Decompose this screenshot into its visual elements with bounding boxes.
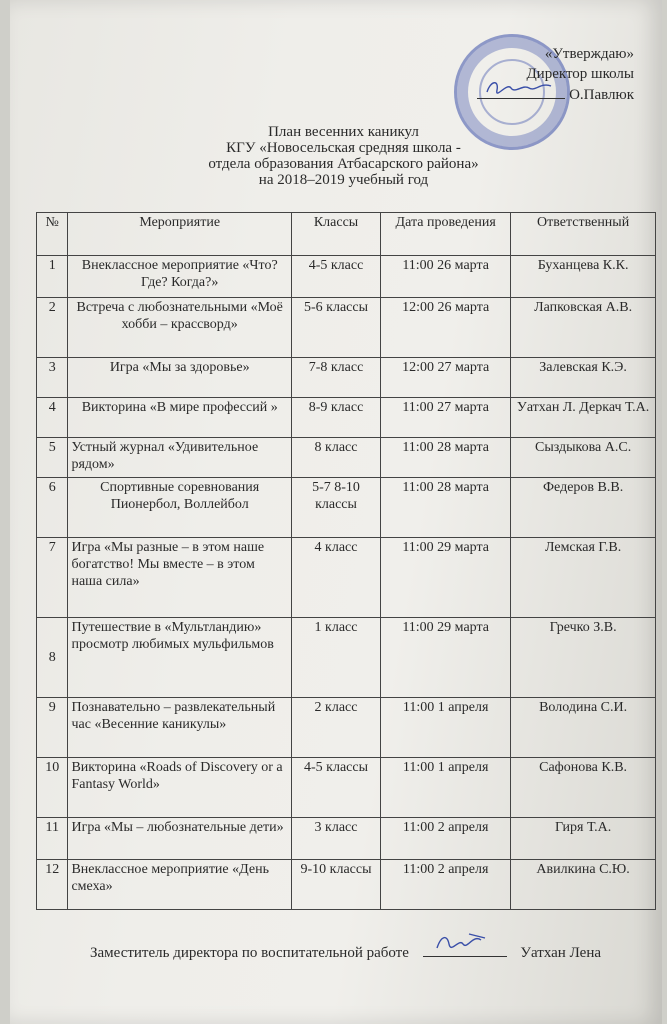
row-classes: 3 класс <box>291 818 380 860</box>
row-responsible: Залевская К.Э. <box>511 358 656 398</box>
row-number: 3 <box>37 358 68 398</box>
row-responsible: Сыздыкова А.С. <box>511 438 656 478</box>
row-date: 11:00 28 марта <box>381 478 511 538</box>
table-row <box>37 256 656 298</box>
document-page <box>10 0 662 1024</box>
row-number: 8 <box>37 618 68 698</box>
row-date: 11:00 27 марта <box>381 398 511 438</box>
table-row <box>37 478 656 538</box>
row-number: 6 <box>37 478 68 538</box>
row-number: 7 <box>37 538 68 618</box>
row-classes: 4-5 классы <box>291 758 380 818</box>
row-date: 12:00 26 марта <box>381 298 511 358</box>
row-date: 11:00 1 апреля <box>381 698 511 758</box>
row-date: 11:00 2 апреля <box>381 818 511 860</box>
row-date: 11:00 29 марта <box>381 618 511 698</box>
table-row <box>37 438 656 478</box>
approval-block <box>414 44 634 105</box>
table-row <box>37 758 656 818</box>
row-responsible: Федеров В.В. <box>511 478 656 538</box>
row-responsible: Сафонова К.В. <box>511 758 656 818</box>
header-responsible: Ответственный <box>511 213 656 256</box>
deputy-signature <box>423 942 507 957</box>
row-event: Игра «Мы разные – в этом наше богатство! Мы вместе – в этом наша сила» <box>68 538 291 618</box>
row-event: Встреча с любознательными «Моё хобби – крассворд» <box>68 298 291 358</box>
row-classes: 4-5 класс <box>291 256 380 298</box>
row-classes: 2 класс <box>291 698 380 758</box>
row-classes: 4 класс <box>291 538 380 618</box>
deputy-role: Заместитель директора по воспитательной работе <box>90 945 409 961</box>
row-number: 10 <box>37 758 68 818</box>
row-event: Игра «Мы – любознательные дети» <box>68 818 291 860</box>
approval-signature-row <box>414 84 634 105</box>
table-header-row <box>37 213 656 256</box>
row-event: Путешествие в «Мультландию» просмотр любимых мульфильмов <box>68 618 291 698</box>
row-number: 5 <box>37 438 68 478</box>
row-event: Игра «Мы за здоровье» <box>68 358 291 398</box>
row-number: 2 <box>37 298 68 358</box>
title-line-2: КГУ «Новосельская средняя школа - <box>226 140 461 156</box>
row-event: Внеклассное мероприятие «Что? Где? Когда?» <box>68 256 291 298</box>
row-responsible: Буханцева К.К. <box>511 256 656 298</box>
row-responsible: Лапковская А.В. <box>511 298 656 358</box>
table-row <box>37 538 656 618</box>
row-date: 11:00 2 апреля <box>381 860 511 910</box>
header-number: № <box>37 213 68 256</box>
document-title <box>10 124 667 188</box>
row-responsible: Гречко З.В. <box>511 618 656 698</box>
row-event: Познавательно – развлекательный час «Весенние каникулы» <box>68 698 291 758</box>
row-responsible: Авилкина С.Ю. <box>511 860 656 910</box>
table-row <box>37 618 656 698</box>
approval-heading: «Утверждаю» <box>544 46 634 62</box>
row-number: 4 <box>37 398 68 438</box>
table-row <box>37 398 656 438</box>
table-row <box>37 358 656 398</box>
header-date: Дата проведения <box>381 213 511 256</box>
title-line-4: на 2018–2019 учебный год <box>258 172 429 188</box>
events-table <box>36 212 656 910</box>
table-row <box>37 860 656 910</box>
director-signature <box>477 84 565 99</box>
row-event: Устный журнал «Удивительное рядом» <box>68 438 291 478</box>
row-number: 11 <box>37 818 68 860</box>
row-classes: 5-7 8-10 классы <box>291 478 380 538</box>
row-classes: 7-8 класс <box>291 358 380 398</box>
row-responsible: Гиря Т.А. <box>511 818 656 860</box>
row-classes: 8-9 класс <box>291 398 380 438</box>
header-classes: Классы <box>291 213 380 256</box>
row-event: Спортивные соревнования Пионербол, Воллейбол <box>68 478 291 538</box>
row-classes: 9-10 классы <box>291 860 380 910</box>
row-event: Викторина «Roads of Discovery or a Fantasy World» <box>68 758 291 818</box>
title-line-1: План весенних каникул <box>268 124 419 140</box>
row-date: 11:00 26 марта <box>381 256 511 298</box>
row-date: 11:00 1 апреля <box>381 758 511 818</box>
row-number: 1 <box>37 256 68 298</box>
row-date: 11:00 28 марта <box>381 438 511 478</box>
header-event: Мероприятие <box>68 213 291 256</box>
approval-position: Директор школы <box>526 66 634 82</box>
row-classes: 5-6 классы <box>291 298 380 358</box>
row-classes: 8 класс <box>291 438 380 478</box>
signature-footer <box>90 942 601 962</box>
deputy-name: Уатхан Лена <box>520 945 602 961</box>
row-number: 9 <box>37 698 68 758</box>
row-event: Викторина «В мире профессий » <box>68 398 291 438</box>
table-row <box>37 298 656 358</box>
row-date: 11:00 29 марта <box>381 538 511 618</box>
title-line-3: отдела образования Атбасарского района» <box>208 156 479 172</box>
table-row <box>37 698 656 758</box>
table-row <box>37 818 656 860</box>
row-number: 12 <box>37 860 68 910</box>
row-date: 12:00 27 марта <box>381 358 511 398</box>
row-responsible: Лемская Г.В. <box>511 538 656 618</box>
row-responsible: Володина С.И. <box>511 698 656 758</box>
director-name: О.Павлюк <box>569 87 634 103</box>
row-classes: 1 класс <box>291 618 380 698</box>
row-event: Внеклассное мероприятие «День смеха» <box>68 860 291 910</box>
row-responsible: Уатхан Л. Деркач Т.А. <box>511 398 656 438</box>
